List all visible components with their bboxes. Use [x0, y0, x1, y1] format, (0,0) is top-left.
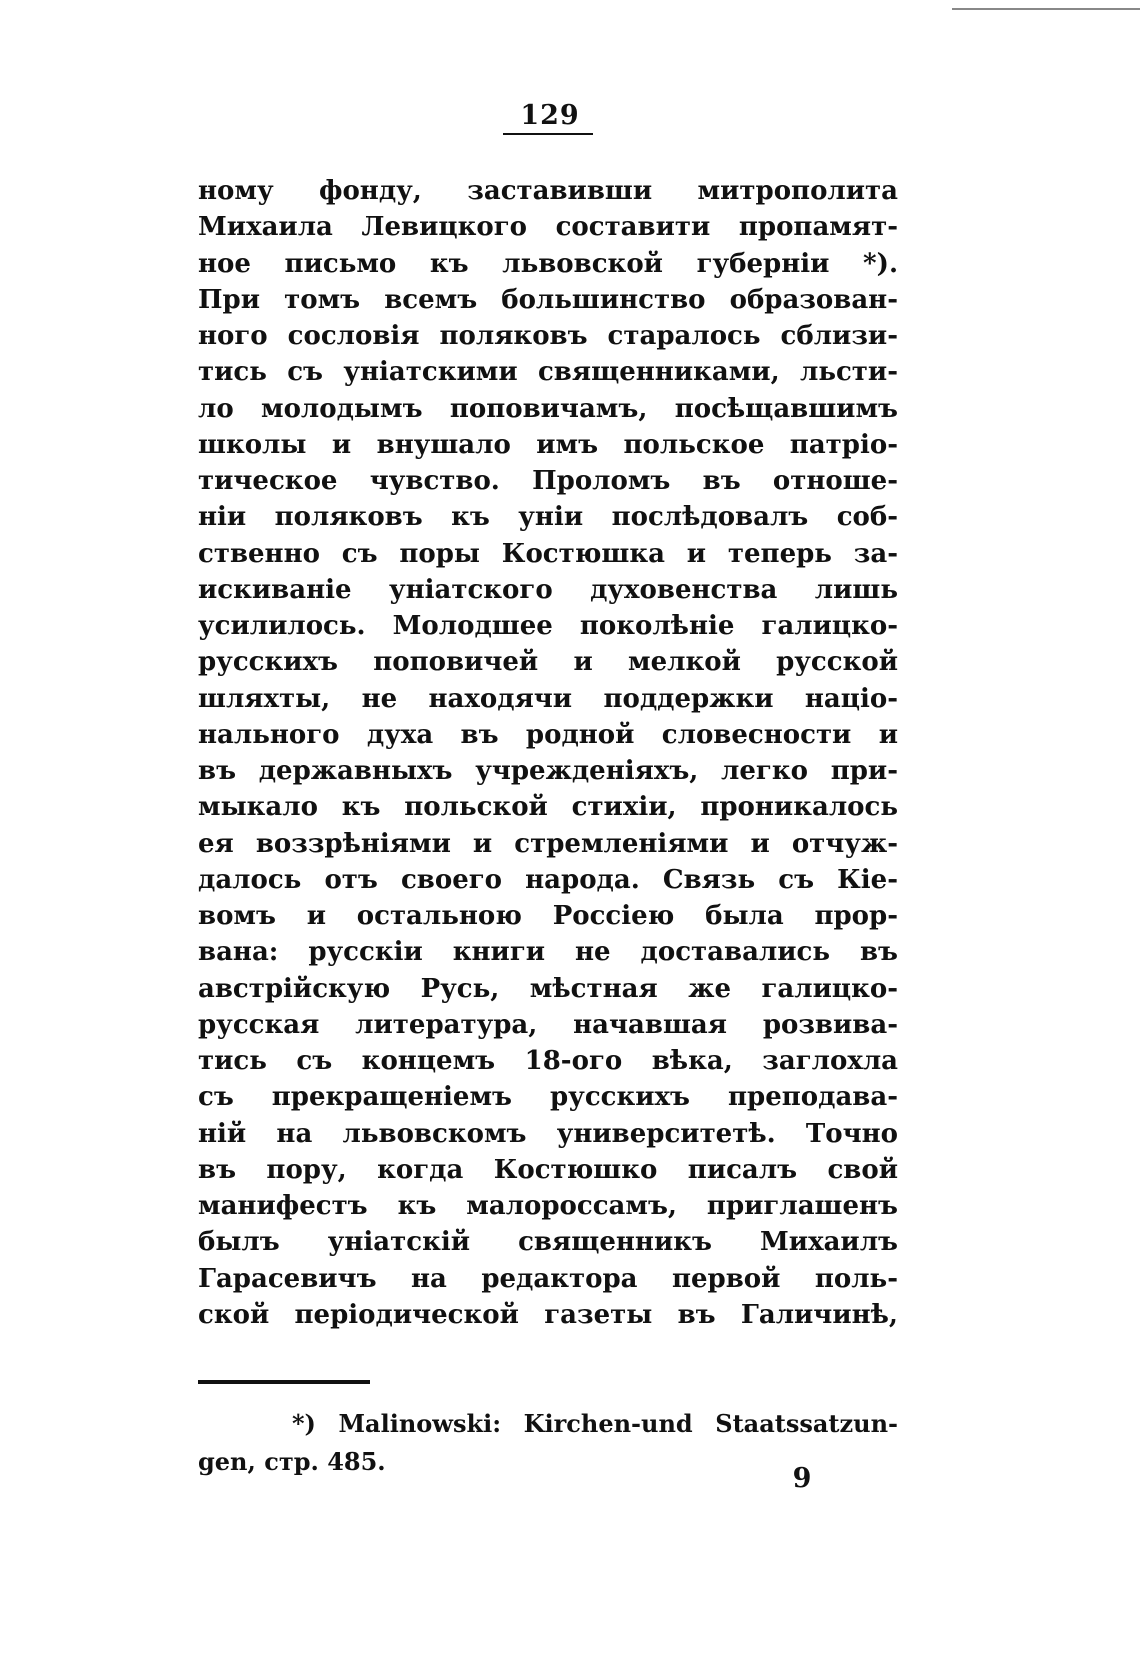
- text-line: шляхты, не находячи поддержки націо-: [198, 683, 898, 714]
- text-line: манифестъ къ малороссамъ, приглашенъ: [198, 1191, 898, 1221]
- text-line: ному фонду, заставивши митрополита: [198, 176, 898, 206]
- text-line: усилилось. Молодшее поколѣніе галицко-: [198, 611, 898, 641]
- text-line: далось отъ своего народа. Связь съ Кіе-: [198, 864, 898, 895]
- text-line: съ прекращеніемъ русскихъ преподава-: [198, 1082, 898, 1113]
- page-number: 129: [520, 100, 580, 131]
- text-line: австрійскую Русь, мѣстная же галицко-: [198, 973, 898, 1004]
- text-line: При томъ всемъ большинство образован-: [198, 284, 898, 315]
- text-line: ного сословія поляковъ старалось сблизи-: [198, 321, 898, 351]
- text-line: ея воззрѣніями и стремленіями и отчуж-: [198, 828, 898, 859]
- text-line: вана: русскіи книги не доставались въ: [198, 937, 898, 968]
- text-line: ской періодической газеты въ Галичинѣ,: [198, 1299, 898, 1330]
- footnote-line: gen, стр. 485.: [198, 1447, 386, 1476]
- scan-edge-line: [952, 8, 1140, 10]
- text-line: тическое чувство. Проломъ въ отноше-: [198, 466, 898, 496]
- footnote-line: *) Malinowski: Kirchen-und Staatssatzun-: [292, 1409, 898, 1438]
- text-line: Михаила Левицкого составити пропамят-: [198, 212, 898, 243]
- text-line: былъ уніатскій священникъ Михаилъ: [198, 1227, 898, 1258]
- text-line: русская литература, начавшая розвива-: [198, 1009, 898, 1040]
- text-line: искиваніе уніатского духовенства лишь: [198, 574, 898, 605]
- signature-mark: 9: [792, 1463, 812, 1494]
- footnote-separator: [198, 1380, 370, 1384]
- text-line: ственно съ поры Костюшка и теперь за-: [198, 538, 898, 569]
- body-text: [198, 173, 898, 1333]
- text-line: ное письмо къ львовской губерніи *).: [198, 248, 898, 279]
- page-number-underline: [503, 133, 593, 135]
- text-line: въ державныхъ учрежденіяхъ, легко при-: [198, 756, 898, 786]
- text-line: школы и внушало имъ польское патріо-: [198, 429, 898, 460]
- text-line: ній на львовскомъ университетѣ. Точно: [198, 1118, 898, 1149]
- text-line: тись съ концемъ 18-ого вѣка, заглохла: [198, 1046, 898, 1076]
- text-line: тись съ уніатскими священниками, льсти-: [198, 357, 898, 388]
- text-line: вомъ и остальною Россіею была прор-: [198, 901, 898, 931]
- text-line: мыкало къ польской стихіи, проникалось: [198, 792, 898, 823]
- text-line: ніи поляковъ къ уніи послѣдовалъ соб-: [198, 502, 898, 533]
- text-line: Гарасевичъ на редактора первой поль-: [198, 1263, 898, 1294]
- text-line: русскихъ поповичей и мелкой русской: [198, 647, 898, 678]
- text-line: въ пору, когда Костюшко писалъ свой: [198, 1154, 898, 1185]
- text-line: нального духа въ родной словесности и: [198, 719, 898, 750]
- text-line: ло молодымъ поповичамъ, посѣщавшимъ: [198, 393, 898, 424]
